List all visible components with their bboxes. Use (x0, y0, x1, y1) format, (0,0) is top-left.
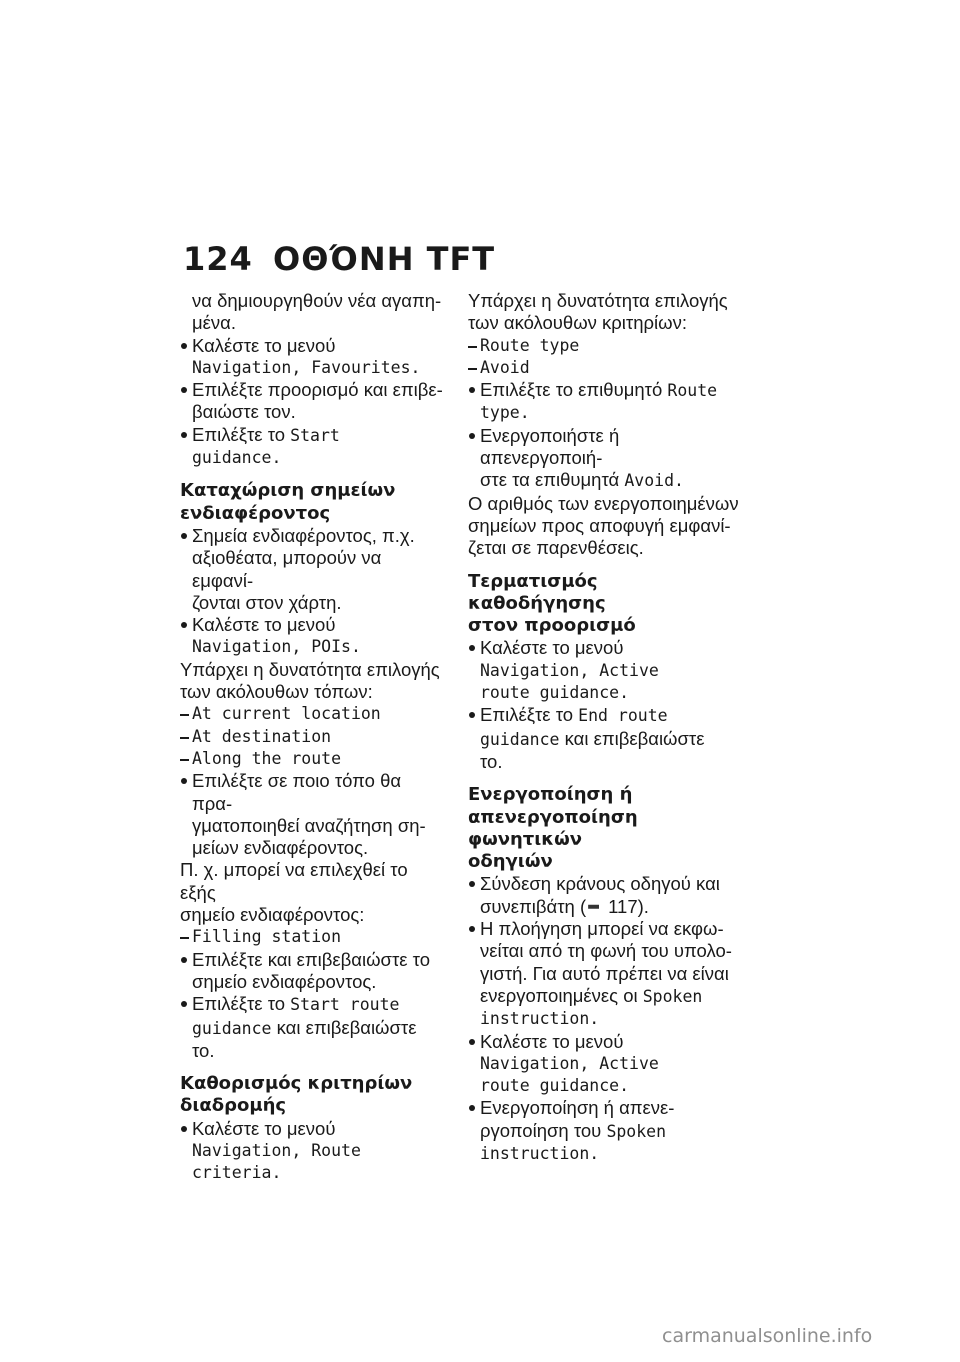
text-line: μένα. (192, 312, 236, 334)
text-line: σημείων προς αποφυγή εμφανί- (468, 514, 731, 536)
text-line: νείται από τη φωνή του υπολο- (480, 940, 732, 962)
menu-path: Spoken (642, 986, 703, 1006)
text-run: και επιβεβαιώστε (271, 1016, 417, 1038)
page-reference: 117 (608, 895, 638, 917)
text-line: των ακόλουθων τόπων: (180, 681, 373, 703)
list-item (180, 424, 445, 470)
section-heading (468, 784, 740, 873)
right-column (468, 290, 740, 1165)
text-line: Καλέστε το μενού (192, 614, 336, 636)
list-item (180, 379, 445, 424)
heading-line: Καθορισμός κριτηρίων (180, 1073, 413, 1095)
list-item (180, 993, 445, 1062)
text-line: Υπάρχει η δυνατότητα επιλογής (468, 290, 728, 311)
list-item (468, 1031, 740, 1098)
menu-path: Start route (290, 995, 400, 1015)
left-column (180, 290, 445, 1185)
text-line: Καλέστε το μενού (480, 637, 624, 659)
text-line: Επιλέξτε σε ποιο τόπο θα πρα- (192, 770, 402, 814)
heading-line: Ενεργοποίηση ή (468, 784, 633, 806)
page-number: 124 (183, 240, 253, 278)
text-line: Σημεία ενδιαφέροντος, π.χ. (192, 524, 415, 546)
list-item (468, 425, 740, 493)
menu-path: route guidance. (480, 1076, 630, 1096)
text-line: ζονται στον χάρτη. (192, 591, 342, 613)
menu-path: Spoken (606, 1121, 667, 1141)
heading-line: στον προορισμό (468, 615, 636, 637)
heading-line: Καταχώριση σημείων (180, 480, 396, 502)
text-run: ενεργοποιημένες οι (480, 984, 643, 1006)
dash-item: Along the route (180, 748, 445, 770)
list-item (180, 949, 445, 994)
page-reference-arrow-icon (588, 902, 606, 912)
menu-path: type. (480, 403, 530, 423)
text-run: ). (637, 895, 649, 917)
text-run: και επιβεβαιώστε (559, 727, 705, 749)
menu-path: Navigation, POIs. (192, 637, 361, 657)
text-run: Επιλέξτε το (192, 423, 291, 445)
text-line: βαιώστε τον. (192, 401, 296, 423)
dash-item: Avoid (468, 357, 740, 379)
text-line: σημείο ενδιαφέροντος: (180, 904, 365, 926)
menu-path: Route (667, 381, 718, 401)
text-run: συνεπιβάτη ( (480, 895, 587, 917)
text-line: μείων ενδιαφέροντος. (192, 837, 369, 859)
list-item (180, 614, 445, 659)
text-line: Η πλοήγηση μπορεί να εκφω- (480, 918, 724, 940)
section-heading (468, 571, 740, 638)
text-line: να δημιουργηθούν νέα αγαπη- (192, 290, 442, 311)
text-run: Επιλέξτε το (480, 704, 579, 726)
text-line: ζεται σε παρενθέσεις. (468, 537, 644, 559)
menu-path: Avoid. (624, 471, 684, 491)
watermark: carmanualsonline.info (662, 1325, 873, 1347)
text-line: Καλέστε το μενού (192, 334, 336, 356)
text-line: το. (480, 750, 503, 772)
list-item (468, 637, 740, 704)
dash-item: Route type (468, 335, 740, 357)
chapter-title: ΟΘΌΝΗ TFT (273, 240, 496, 278)
text-run: Επιλέξτε το επιθυμητό (480, 379, 668, 401)
heading-line: ενδιαφέροντος (180, 502, 331, 524)
list-item (468, 873, 740, 918)
text-line: σημείο ενδιαφέροντος. (192, 970, 377, 992)
dash-item: At destination (180, 726, 445, 748)
list-item (180, 770, 445, 859)
text-line: Ενεργοποίηση ή απενε- (480, 1097, 675, 1119)
dash-item: Filling station (180, 926, 445, 948)
paragraph (468, 290, 740, 335)
text-line: Ο αριθμός των ενεργοποιημένων (468, 492, 739, 514)
text-line: Επιλέξτε και επιβεβαιώστε το (192, 948, 431, 970)
heading-line: Τερματισμός καθοδήγησης (468, 570, 606, 614)
list-item (180, 525, 445, 614)
paragraph (180, 659, 445, 704)
menu-path: Navigation, Active (480, 1053, 659, 1073)
section-heading (180, 1073, 445, 1118)
menu-path: guidance (480, 729, 560, 749)
heading-line: απενεργοποίηση φωνητικών (468, 806, 638, 850)
menu-path: route guidance. (480, 683, 630, 703)
menu-path: Navigation, Favourites. (192, 357, 421, 377)
list-item (468, 918, 740, 1030)
list-item (180, 1118, 445, 1185)
menu-path: guidance (192, 1018, 272, 1038)
text-line: Υπάρχει η δυνατότητα επιλογής (180, 658, 440, 680)
paragraph (468, 493, 740, 560)
text-line: Επιλέξτε προορισμό και επιβε- (192, 379, 443, 401)
text-line: γματοποιηθεί αναζήτηση ση- (192, 814, 426, 836)
dash-item: At current location (180, 703, 445, 725)
menu-path: instruction. (480, 1143, 600, 1163)
menu-path: instruction. (480, 1009, 600, 1029)
text-line: το. (192, 1039, 215, 1061)
menu-path: Navigation, Route (192, 1140, 361, 1160)
list-item (468, 704, 740, 773)
menu-path: criteria. (192, 1163, 282, 1183)
text-line: Ενεργοποιήστε ή απενεργοποιή- (480, 424, 620, 469)
list-item (180, 335, 445, 380)
menu-path: End route (578, 706, 668, 726)
text-line: Π. χ. μπορεί να επιλεχθεί το εξής (180, 859, 408, 903)
text-line: Καλέστε το μενού (192, 1117, 336, 1139)
page-header (183, 240, 495, 278)
menu-path: Start (290, 425, 340, 445)
text-run: στε τα επιθυμητά (480, 469, 625, 491)
paragraph (180, 859, 445, 926)
text-line: αξιοθέατα, μπορούν να εμφανί- (192, 547, 382, 591)
heading-line: οδηγιών (468, 851, 553, 873)
text-run: ργοποίηση του (480, 1119, 607, 1141)
section-heading (180, 480, 445, 525)
intro-paragraph (180, 290, 445, 335)
list-item (468, 1097, 740, 1165)
text-line: των ακόλουθων κριτηρίων: (468, 312, 687, 334)
list-item (468, 379, 740, 425)
text-run: Επιλέξτε το (192, 993, 291, 1015)
menu-path: guidance. (192, 448, 282, 468)
text-line: Καλέστε το μενού (480, 1030, 624, 1052)
menu-path: Navigation, Active (480, 660, 659, 680)
heading-line: διαδρομής (180, 1095, 287, 1117)
text-line: Σύνδεση κράνους οδηγού και (480, 873, 720, 895)
text-line: γιστή. Για αυτό πρέπει να είναι (480, 962, 729, 984)
